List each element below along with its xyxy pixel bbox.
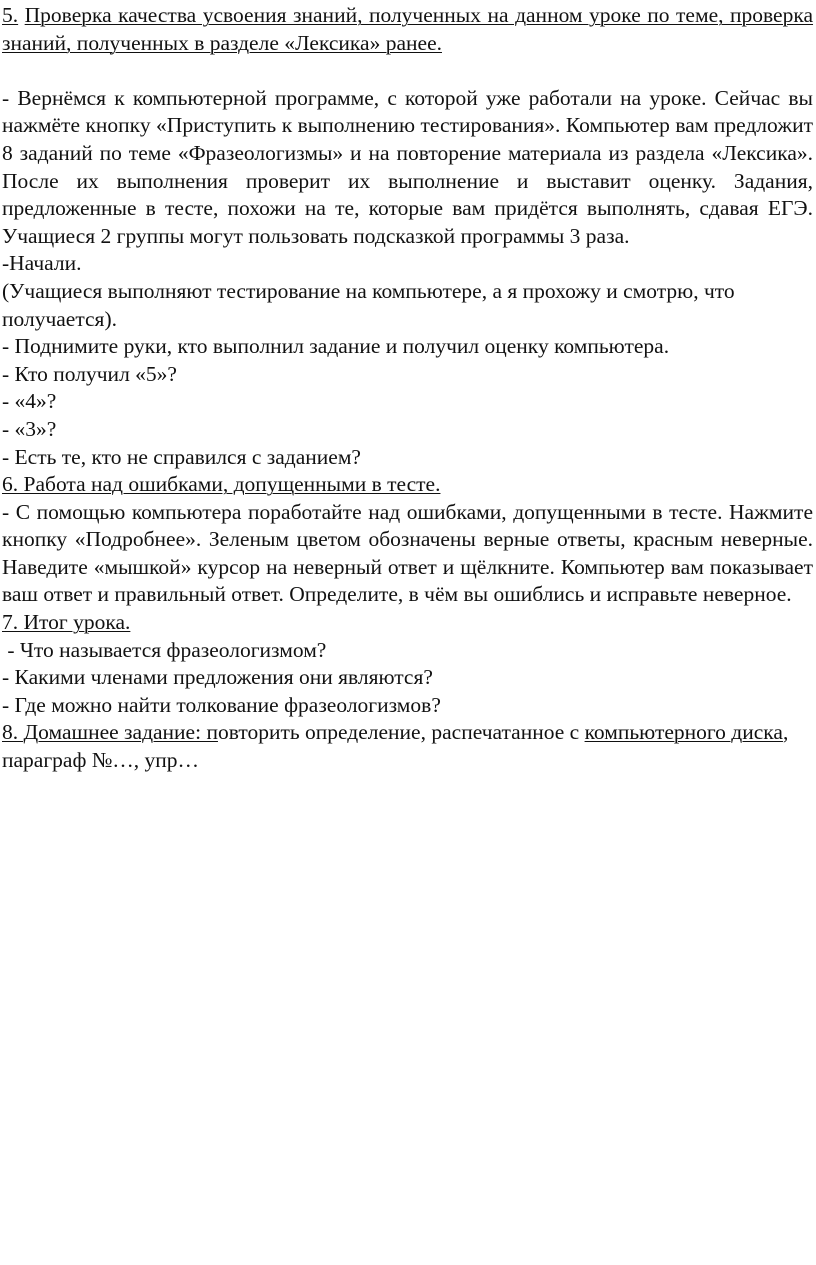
blank-line	[2, 57, 813, 85]
question-line: - Поднимите руки, кто выполнил задание и получил оценку компьютера.	[2, 334, 670, 359]
teacher-note: (Учащиеся выполняют тестирование на компьютере, а я прохожу и смотрю, что получается).	[2, 278, 735, 331]
section-6-text: - С помощью компьютера поработайте над ошибками, допущенными в тесте. Нажмите кнопку «Подробнее». Зеленым цветом обозначены верные ответы, красным неверные. Наведите «мышкой» курсор на неверный ответ и щёлкните. Компьютер вам показывает ваш ответ и правильный ответ. Определите, в чём вы ошиблись и исправьте неверное.	[2, 499, 813, 607]
homework-text-underlined: компьютерного диска	[584, 720, 783, 745]
section-7-title: 7. Итог урока.	[2, 610, 131, 635]
document-page	[2, 2, 813, 775]
homework-text-part2: , параграф №…, упр…	[2, 720, 789, 773]
intro-paragraph: - Вернёмся к компьютерной программе, с которой уже работали на уроке. Сейчас вы нажмёте кнопку «Приступить к выполнению тестирования». Компьютер вам предложит 8 заданий по теме «Фразеологизмы» и на повторение материала из раздела «Лексика». После их выполнения проверит их выполнение и выставит оценку. Задания, предложенные в тесте, похожи на те, которые вам придётся выполнять, сдавая ЕГЭ. Учащиеся 2 группы могут пользовать подсказкой программы 3 раза.	[2, 85, 813, 248]
question-line: - «3»?	[2, 416, 57, 441]
summary-question: - Где можно найти толкование фразеологизмов?	[2, 692, 441, 717]
section-8-title: 8. Домашнее задание: п	[2, 720, 218, 745]
section-5-title: Проверка качества усвоения знаний, полученных на данном уроке по теме, проверка знаний, полученных в разделе «Лексика» ранее.	[2, 3, 814, 55]
summary-question: - Что называется фразеологизмом?	[2, 637, 327, 662]
question-line: - Кто получил «5»?	[2, 361, 177, 386]
summary-question: - Какими членами предложения они являются?	[2, 665, 433, 690]
section-6-title: 6. Работа над ошибками, допущенными в тесте.	[2, 472, 441, 497]
section-5-number: 5.	[2, 3, 19, 27]
section-6-heading	[2, 471, 813, 499]
homework-text-part1: овторить определение, распечатанное с	[217, 720, 585, 745]
section-8-homework	[2, 719, 813, 774]
question-line: - Есть те, кто не справился с заданием?	[2, 444, 361, 469]
section-7-heading	[2, 609, 813, 637]
start-line: -Начали.	[2, 251, 82, 276]
section-5-heading	[2, 2, 813, 57]
question-line: - «4»?	[2, 389, 57, 414]
